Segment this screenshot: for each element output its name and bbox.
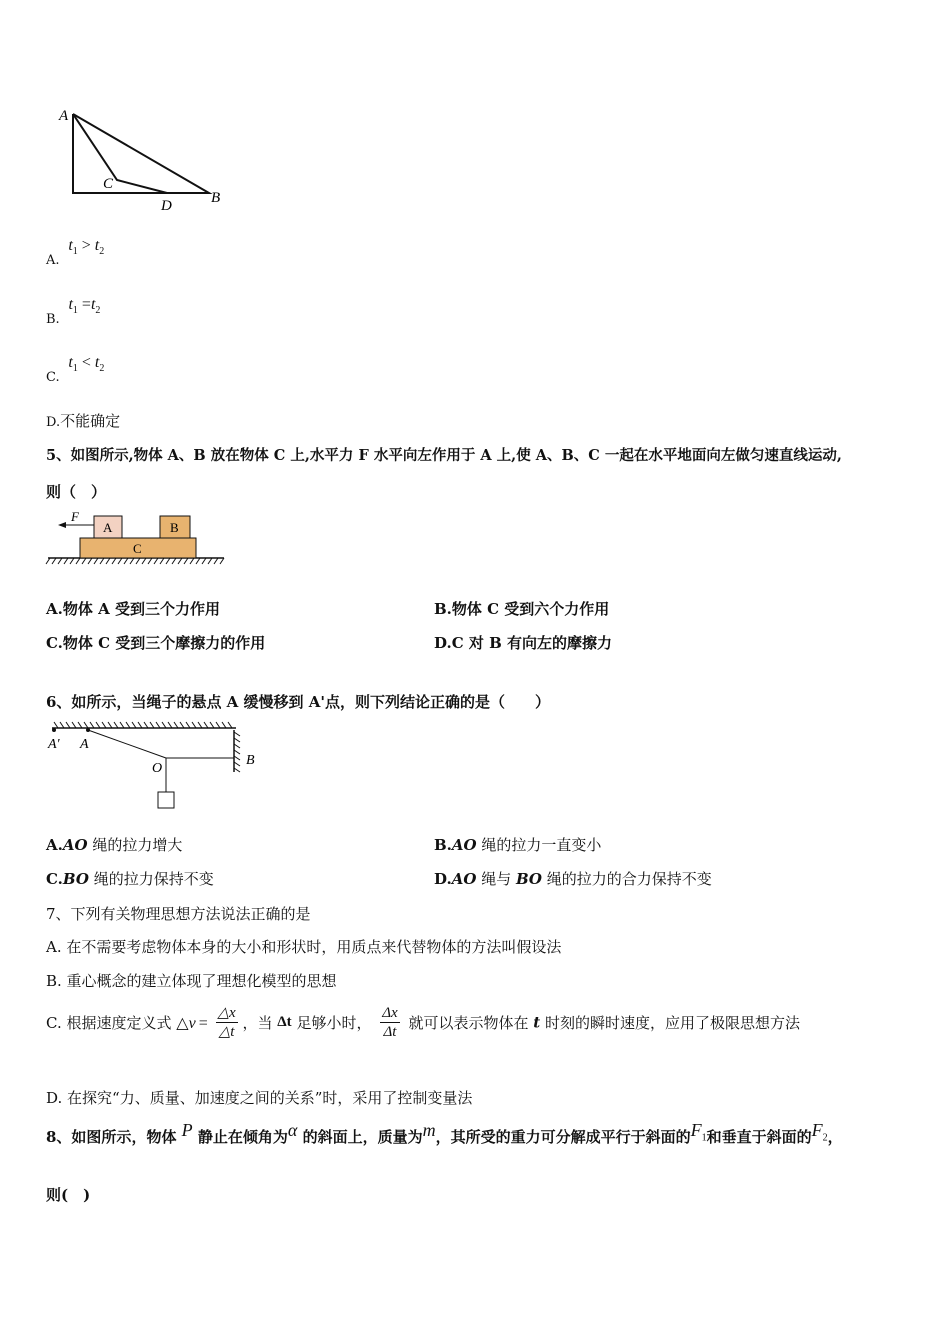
q5-option-a: A.物体 A 受到三个力作用 — [46, 600, 220, 618]
velocity-fraction: $\frac{\triangle x}{\triangle t}$ — [217, 1005, 236, 1040]
q4-option-d: D.不能确定 — [46, 412, 121, 430]
q5-option-b: B.物体 C 受到六个力作用 — [434, 600, 610, 618]
point-label-a: A — [59, 108, 69, 124]
point-label-o: O — [152, 761, 163, 776]
force-label-f: F — [71, 509, 79, 524]
option-label: C. — [46, 370, 60, 385]
q4-option-c: C. $t_1 < t_2$ — [46, 354, 105, 385]
q6-option-b: B.AO 绳的拉力一直变小 — [434, 836, 602, 854]
q8-stem: 8、如图所示，物体 P 静止在倾角为α 的斜面上，质量为m，其所受的重力可分解成平行于斜面的$F_1$和垂直于斜面的$F_2$， — [46, 1120, 843, 1146]
rope-figure — [46, 718, 276, 818]
q4-option-b: B. $t_1 =t_2$ — [46, 296, 101, 327]
q6-option-c: C.BO 绳的拉力保持不变 — [46, 870, 214, 888]
q6-option-d: D.AO 绳与 BO 绳的拉力的合力保持不变 — [434, 870, 712, 888]
q5-stem-cont: 则（ ） — [46, 483, 107, 501]
point-label-a: A — [80, 737, 89, 752]
point-label-d: D — [161, 198, 172, 214]
q5-option-c: C.物体 C 受到三个摩擦力的作用 — [46, 634, 266, 652]
option-label: B. — [46, 312, 60, 327]
block-label-a: A — [103, 520, 113, 535]
option-label: A. — [46, 253, 60, 268]
q7-stem: 7、下列有关物理思想方法说法正确的是 — [46, 905, 311, 923]
block-label-c: C — [133, 541, 142, 556]
point-label-b: B — [246, 753, 255, 768]
limit-fraction: $\frac{\Delta x}{\Delta t}$ — [382, 1005, 398, 1040]
block-label-b: B — [170, 520, 179, 535]
q4-option-a: A. $t_1 > t_2$ — [46, 237, 105, 268]
q7-option-a: A. 在不需要考虑物体本身的大小和形状时，用质点来代替物体的方法叫假设法 — [46, 938, 562, 956]
q5-stem: 5、如图所示,物体 A、B 放在物体 C 上,水平力 F 水平向左作用于 A 上,使 A、B、C 一起在水平地面向左做匀速直线运动, — [46, 447, 842, 464]
point-label-a-prime: A′ — [48, 737, 60, 752]
q5-option-d: D.C 对 B 有向左的摩擦力 — [434, 634, 612, 652]
q8-stem-cont: 则( ) — [46, 1186, 91, 1204]
q6-stem: 6、如所示，当绳子的悬点 A 缓慢移到 A'点，则下列结论正确的是（ ） — [46, 693, 550, 711]
point-label-b: B — [211, 190, 221, 206]
blocks-figure — [46, 508, 236, 568]
q7-option-d: D. 在探究“力、质量、加速度之间的关系”时，采用了控制变量法 — [46, 1089, 473, 1107]
q6-option-a: A.AO 绳的拉力增大 — [46, 836, 183, 854]
triangle-figure — [55, 100, 235, 220]
q7-option-c: C. 根据速度定义式 △v = $\frac{\triangle x}{\triangle t}$ ，当 Δt 足够小时， $\frac{\Delta x}{\Delta t}$ 就可以表示物体在 t 时刻的瞬时速度，应用了极限思想方法 — [46, 1005, 800, 1040]
q7-option-b: B. 重心概念的建立体现了理想化模型的思想 — [46, 972, 337, 990]
point-label-c: C — [103, 176, 114, 192]
